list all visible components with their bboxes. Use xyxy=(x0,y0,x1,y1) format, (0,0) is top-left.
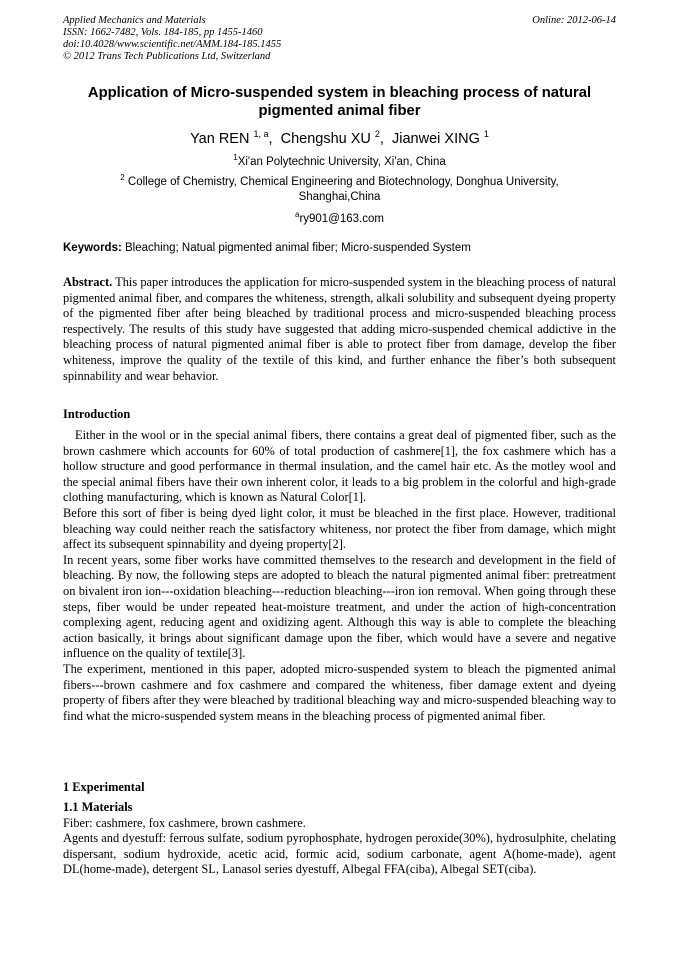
copyright-line: © 2012 Trans Tech Publications Ltd, Switzerland xyxy=(63,51,271,62)
materials-agents: Agents and dyestuff: ferrous sulfate, sodium pyrophosphate, hydrogen peroxide(30%), hydrosulphite, chelating dispersant, sodium hydroxide, acetic acid, formic acid, sodium carbonate, agent A(home-made), agent DL(home-made), detergent SL, Lanasol series dyestuff, Albegal FFA(ciba), Albegal SET(ciba). xyxy=(63,831,616,877)
doi-line: doi:10.4028/www.scientific.net/AMM.184-185.1455 xyxy=(63,39,282,50)
intro-paragraph-2: Before this sort of fiber is being dyed light color, it must be bleached in the first place. However, traditional bleaching way could neither reach the satisfactory whiteness, nor protect the fiber from damage, which might affect its subsequent spinnability and dyeing property[2]. xyxy=(63,505,616,552)
affiliation-1-sup: 1 xyxy=(233,153,238,162)
author-2-sup: 2 xyxy=(374,129,380,139)
materials-fiber: Fiber: cashmere, fox cashmere, brown cashmere. xyxy=(63,815,306,830)
intro-paragraph-4: The experiment, mentioned in this paper, adopted micro-suspended system to bleach the pigmented animal fibers---brown cashmere and fox cashmere and compared the whiteness, fiber damage extent and dyeing property of fibers after they were bleached by traditional bleaching way and micro-suspended bleaching way to find what the micro-suspended system means in the bleaching process of pigmented animal fiber. xyxy=(63,661,616,723)
title-line-1: Application of Micro-suspended system in bleaching process of natural xyxy=(87,85,592,101)
abstract-text: This paper introduces the application for micro-suspended system in the bleaching process of natural pigmented animal fiber, and compares the whiteness, strength, alkali solubility and subsequent dyeing property of the pigmented fiber after being bleached by traditional process and micro-suspended bleaching process respectively. The results of this study have suggested that adding micro-suspended chemical addictive in the bleaching process of natural pigmented animal fiber is able to protect fiber from damage, develop the fiber whiteness, improve the quality of the textile of this kind, and further enhance the fiber’s both subsequent spinnability and wear behavior. xyxy=(63,275,617,383)
materials-heading: 1.1 Materials xyxy=(63,800,133,814)
affiliation-2-line-1: College of Chemistry, Chemical Engineering and Biotechnology, Donghua University, xyxy=(127,176,559,188)
online-date: Online: 2012-06-14 xyxy=(532,15,616,26)
keywords xyxy=(63,241,616,256)
introduction-body xyxy=(63,428,616,724)
author-3-name: Jianwei XING xyxy=(392,131,480,147)
author-sep-2: , xyxy=(379,131,384,147)
keywords-label: Keywords: xyxy=(63,242,122,254)
introduction-heading: Introduction xyxy=(63,407,131,421)
experimental-heading: 1 Experimental xyxy=(63,780,145,794)
title-line-2: pigmented animal fiber xyxy=(258,103,421,119)
intro-paragraph-3: In recent years, some fiber works have committed themselves to the research and development in the field of bleaching. By now, the following steps are adopted to bleach the natural pigmented animal fiber: pretreatment on bivalent iron ion---oxidation bleaching---reduction bleaching---iron ion removal. When going through these steps, fiber would be under repeated heat-moisture treatment, and under the action of high-concentration complexing agent, reducing agent and oxidizing agent. Although this way is able to complete the bleaching action basically, it brings about significant damage upon the fiber, which would have a severe and negative influence on the quality of textile[3]. xyxy=(63,552,616,661)
email-line xyxy=(63,207,616,227)
affiliation-2-sup: 2 xyxy=(120,173,125,182)
affiliation-2 xyxy=(63,170,616,205)
author-1-name: Yan REN xyxy=(190,131,250,147)
affiliation-1 xyxy=(63,150,616,170)
experimental-body xyxy=(63,800,616,878)
author-list xyxy=(63,125,616,148)
author-sep-1: , xyxy=(268,131,273,147)
journal-header xyxy=(63,15,616,63)
email-sup: a xyxy=(294,210,300,219)
intro-paragraph-1: Either in the wool or in the special animal fibers, there contains a great deal of pigmented fiber, such as the brown cashmere which accounts for 60% of total production of cashmere[1], the fox cashmere which has a hollow structure and good performance in thermal insulation, and the camel hair etc. As the motley wool and the special animal fibers have their own inherent color, it leads to a big problem in the colorful and high-grade clothing manufacturing, which is known as Natural Color[1]. xyxy=(63,428,616,505)
journal-name: Applied Mechanics and Materials xyxy=(63,15,206,26)
abstract-label: Abstract. xyxy=(63,275,113,289)
author-3-sup: 1 xyxy=(483,129,489,139)
affiliation-1-text: Xi'an Polytechnic University, Xi'an, China xyxy=(237,156,446,168)
author-email: ry901@163.com xyxy=(299,213,384,225)
issn-line: ISSN: 1662-7482, Vols. 184-185, pp 1455-1460 xyxy=(63,27,263,38)
abstract xyxy=(63,275,616,384)
paper-title xyxy=(63,84,616,120)
keywords-text: Bleaching; Natual pigmented animal fiber; Micro-suspended System xyxy=(125,242,471,254)
author-2-name: Chengshu XU xyxy=(280,131,371,147)
author-1-sup: 1, a xyxy=(253,129,269,139)
affiliation-2-line-2: Shanghai,China xyxy=(298,191,381,203)
